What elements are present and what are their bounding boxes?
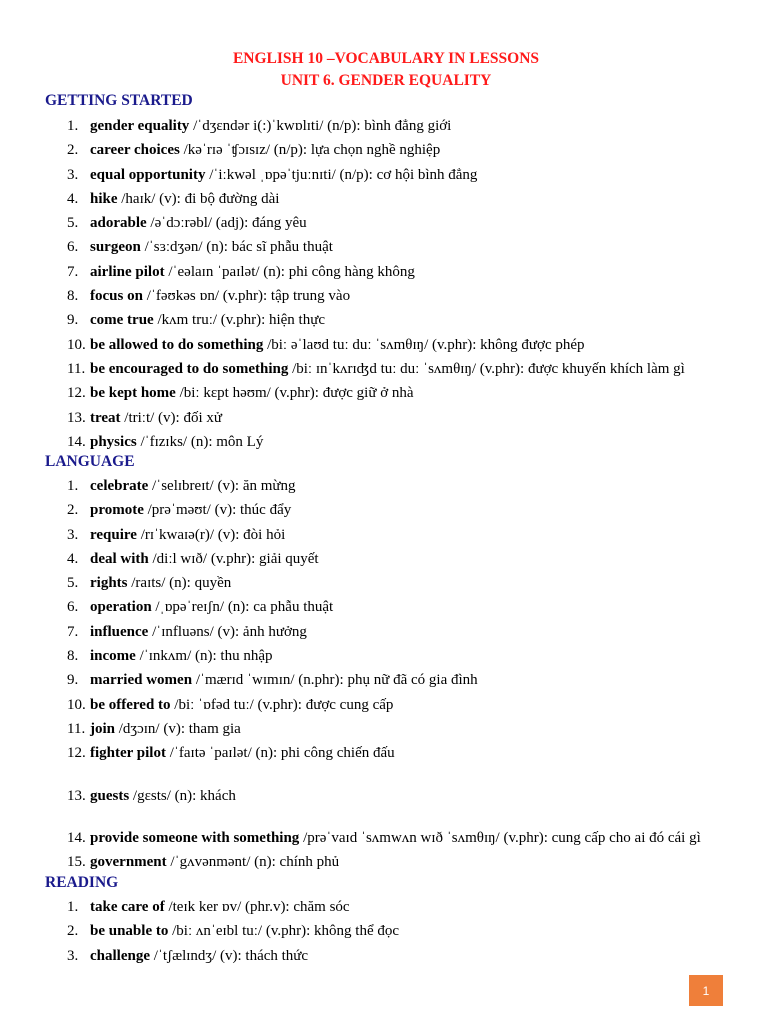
entry-number: 11. — [67, 720, 86, 737]
entry-body — [90, 919, 399, 943]
entry-definition: /biː kɛpt həʊm/ (v.phr): được giữ ở nhà — [175, 385, 414, 402]
entry-definition: /diːl wɪð/ (v.phr): giải quyết — [148, 550, 319, 567]
entry-definition: /ˈsɜːdʒən/ (n): bác sĩ phẫu thuật — [140, 239, 333, 256]
entry-word: operation — [90, 599, 152, 616]
vocab-entry — [0, 944, 768, 968]
entry-word: celebrate — [90, 478, 149, 494]
entry-number: 9. — [67, 312, 79, 329]
entry-number: 5. — [67, 215, 79, 232]
entry-body — [90, 114, 451, 138]
vocab-entry — [0, 571, 768, 595]
entry-definition: /biː ʌnˈeɪbl tuː/ (v.phr): không thể đọc — [168, 923, 400, 940]
entry-definition: /teɪk ker ɒv/ (phr.v): chăm sóc — [164, 899, 350, 915]
entry-number: 6. — [67, 239, 79, 256]
entry-definition: /prəˈvaɪd ˈsʌmwʌn wɪð ˈsʌmθɪŋ/ (v.phr): cung cấp cho ai đó cái gì — [299, 829, 701, 846]
vocab-entry — [0, 826, 768, 850]
entry-definition: /biː ɪnˈkʌrɪʤd tuː duː ˈsʌmθɪŋ/ (v.phr): được khuyến khích làm gì — [288, 360, 685, 377]
vocab-entry — [0, 381, 768, 405]
vocab-entry — [0, 595, 768, 619]
entry-number: 12. — [67, 385, 86, 402]
section-heading-reading: READING — [45, 874, 119, 891]
vocab-entry — [0, 260, 768, 284]
entry-body — [90, 163, 477, 187]
entry-word: hike — [90, 190, 118, 207]
entry-number: 8. — [67, 648, 79, 665]
vocab-entry — [0, 620, 768, 644]
entry-number: 4. — [67, 550, 79, 567]
document-title: ENGLISH 10 –VOCABULARY IN LESSONS — [232, 50, 540, 67]
entry-body — [90, 430, 263, 454]
entry-body — [90, 357, 685, 381]
section-heading-getting-started: GETTING STARTED — [45, 92, 193, 109]
entry-number: 2. — [67, 502, 79, 519]
entry-number: 10. — [67, 336, 86, 353]
vocab-entry — [0, 741, 768, 765]
vocab-entry — [0, 474, 768, 498]
entry-body — [90, 571, 231, 595]
entry-word: gender equality — [90, 118, 190, 134]
entry-definition: /haɪk/ (v): đi bộ đường dài — [117, 190, 280, 207]
entry-word: promote — [90, 502, 144, 519]
entry-number: 5. — [67, 575, 79, 592]
entry-word: take care of — [90, 899, 165, 915]
vocab-entry — [0, 523, 768, 547]
entry-definition: /ˈfɪzɪks/ (n): môn Lý — [136, 433, 264, 450]
entry-word: equal opportunity — [90, 166, 206, 183]
entry-word: focus on — [90, 288, 143, 305]
vocab-entry — [0, 406, 768, 430]
vocab-entry — [0, 668, 768, 692]
entry-body — [90, 498, 291, 522]
entry-word: require — [90, 526, 137, 543]
vocab-entry — [0, 693, 768, 717]
entry-definition: /rɪˈkwaɪə(r)/ (v): đòi hỏi — [136, 526, 286, 543]
entry-number: 7. — [67, 623, 79, 640]
entry-definition: /dʒɔɪn/ (v): tham gia — [115, 720, 241, 737]
entry-definition: /biː ˈɒfəd tuː/ (v.phr): được cung cấp — [170, 696, 394, 713]
vocab-entry — [0, 784, 768, 808]
vocab-list-reading — [0, 895, 768, 968]
vocab-entry — [0, 114, 768, 138]
entry-word: treat — [90, 409, 121, 426]
entry-number: 10. — [67, 696, 86, 713]
entry-number: 13. — [67, 787, 86, 804]
entry-body — [90, 850, 339, 874]
vocab-entry — [0, 498, 768, 522]
entry-body — [90, 693, 393, 717]
vocab-entry — [0, 895, 768, 919]
entry-body — [90, 333, 585, 357]
entry-number: 8. — [67, 288, 79, 305]
entry-definition: /ˌɒpəˈreɪʃn/ (n): ca phẫu thuật — [151, 599, 334, 616]
entry-definition: /ˈfaɪtə ˈpaɪlət/ (n): phi công chiến đấu — [165, 745, 395, 762]
entry-number: 12. — [67, 745, 86, 762]
entry-body — [90, 406, 222, 430]
entry-word: come true — [90, 312, 154, 329]
entry-definition: /ˈmærɪd ˈwɪmɪn/ (n.phr): phụ nữ đã có gia đình — [192, 672, 478, 689]
entry-word: be unable to — [90, 923, 169, 940]
entry-number: 1. — [67, 478, 79, 494]
entry-number: 14. — [67, 829, 86, 846]
entry-body — [90, 474, 296, 498]
entry-number: 2. — [67, 923, 79, 940]
entry-word: join — [90, 720, 116, 737]
entry-number: 2. — [67, 142, 79, 159]
entry-word: guests — [90, 787, 130, 804]
entry-number: 3. — [67, 166, 79, 183]
entry-word: be kept home — [90, 385, 176, 402]
entry-word: challenge — [90, 947, 150, 964]
entry-word: provide someone with something — [90, 829, 300, 846]
entry-definition: /ˈɪnfluəns/ (v): ảnh hưởng — [148, 623, 307, 640]
vocab-entry — [0, 187, 768, 211]
entry-word: fighter pilot — [90, 745, 166, 762]
vocab-entry — [0, 211, 768, 235]
entry-body — [90, 308, 325, 332]
entry-number: 9. — [67, 672, 79, 689]
vocab-entry — [0, 138, 768, 162]
vocab-entry — [0, 430, 768, 454]
entry-definition: /ˈdʒɛndər i(:)ˈkwɒlɪti/ (n/p): bình đẳng giới — [189, 118, 452, 134]
entry-definition: /ˈfəʊkəs ɒn/ (v.phr): tập trung vào — [142, 288, 351, 305]
entry-word: married women — [90, 672, 193, 689]
entry-definition: /əˈdɔːrəbl/ (adj): đáng yêu — [146, 215, 307, 232]
entry-definition: /ˈeəlaɪn ˈpaɪlət/ (n): phi công hàng không — [164, 263, 415, 280]
entry-definition: /biː əˈlaʊd tuː duː ˈsʌmθɪŋ/ (v.phr): không được phép — [263, 336, 585, 353]
entry-number: 6. — [67, 599, 79, 616]
vocab-list-language — [0, 474, 768, 874]
entry-definition: /ˈɪnkʌm/ (n): thu nhập — [135, 648, 273, 665]
section-heading-language: LANGUAGE — [45, 453, 135, 470]
entry-body — [90, 717, 241, 741]
entry-body — [90, 260, 415, 284]
entry-word: surgeon — [90, 239, 141, 256]
entry-word: deal with — [90, 550, 149, 567]
entry-body — [90, 547, 319, 571]
entry-definition: /ˈselɪbreɪt/ (v): ăn mừng — [148, 478, 296, 494]
entry-number: 3. — [67, 526, 79, 543]
entry-body — [90, 668, 478, 692]
entry-word: career choices — [90, 142, 180, 159]
entry-body — [90, 644, 272, 668]
entry-word: income — [90, 648, 136, 665]
entry-body — [90, 284, 350, 308]
vocab-entry — [0, 163, 768, 187]
entry-body — [90, 895, 350, 919]
entry-word: adorable — [90, 215, 147, 232]
vocab-list-getting-started — [0, 114, 768, 454]
entry-body — [90, 381, 414, 405]
vocab-entry — [0, 547, 768, 571]
entry-word: government — [90, 854, 167, 871]
vocab-entry — [0, 284, 768, 308]
entry-definition: /ˈiːkwəl ˌɒpəˈtjuːnɪti/ (n/p): cơ hội bình đẳng — [205, 166, 478, 183]
entry-definition: /gɛsts/ (n): khách — [129, 787, 236, 804]
vocab-entry — [0, 308, 768, 332]
entry-word: be allowed to do something — [90, 336, 264, 353]
entry-body — [90, 944, 308, 968]
entry-number: 4. — [67, 190, 79, 207]
entry-body — [90, 235, 333, 259]
entry-body — [90, 741, 395, 765]
entry-number: 15. — [67, 854, 86, 871]
entry-definition: /raɪts/ (n): quyền — [127, 575, 232, 592]
vocab-entry — [0, 850, 768, 874]
entry-word: be offered to — [90, 696, 171, 713]
vocab-entry — [0, 717, 768, 741]
entry-definition: /kʌm truː/ (v.phr): hiện thực — [153, 312, 326, 329]
entry-word: be encouraged to do something — [90, 360, 289, 377]
vocab-entry — [0, 333, 768, 357]
entry-word: airline pilot — [90, 263, 165, 280]
vocab-entry — [0, 919, 768, 943]
entry-definition: /triːt/ (v): đối xử — [120, 409, 223, 426]
entry-body — [90, 523, 285, 547]
entry-definition: /kəˈrɪə ˈʧɔɪsɪz/ (n/p): lựa chọn nghề nghiệp — [179, 142, 441, 159]
entry-body — [90, 620, 307, 644]
entry-body — [90, 826, 701, 850]
entry-number: 1. — [67, 118, 79, 134]
page-number-badge: 1 — [689, 975, 723, 1006]
entry-body — [90, 784, 236, 808]
entry-body — [90, 595, 333, 619]
entry-body — [90, 211, 307, 235]
entry-number: 3. — [67, 947, 79, 964]
entry-word: influence — [90, 623, 149, 640]
document-subtitle: UNIT 6. GENDER EQUALITY — [280, 72, 492, 89]
entry-number: 13. — [67, 409, 86, 426]
entry-body — [90, 187, 279, 211]
vocab-entry — [0, 235, 768, 259]
vocab-entry — [0, 644, 768, 668]
entry-definition: /ˈtʃælɪndʒ/ (v): thách thức — [150, 947, 309, 964]
entry-body — [90, 138, 440, 162]
vocab-entry — [0, 357, 768, 381]
entry-word: rights — [90, 575, 128, 592]
entry-number: 11. — [67, 360, 86, 377]
entry-definition: /prəˈməʊt/ (v): thúc đẩy — [143, 502, 292, 519]
entry-number: 1. — [67, 899, 79, 915]
entry-number: 14. — [67, 433, 86, 450]
entry-number: 7. — [67, 263, 79, 280]
entry-word: physics — [90, 433, 137, 450]
entry-definition: /ˈgʌvənmənt/ (n): chính phủ — [166, 854, 340, 871]
